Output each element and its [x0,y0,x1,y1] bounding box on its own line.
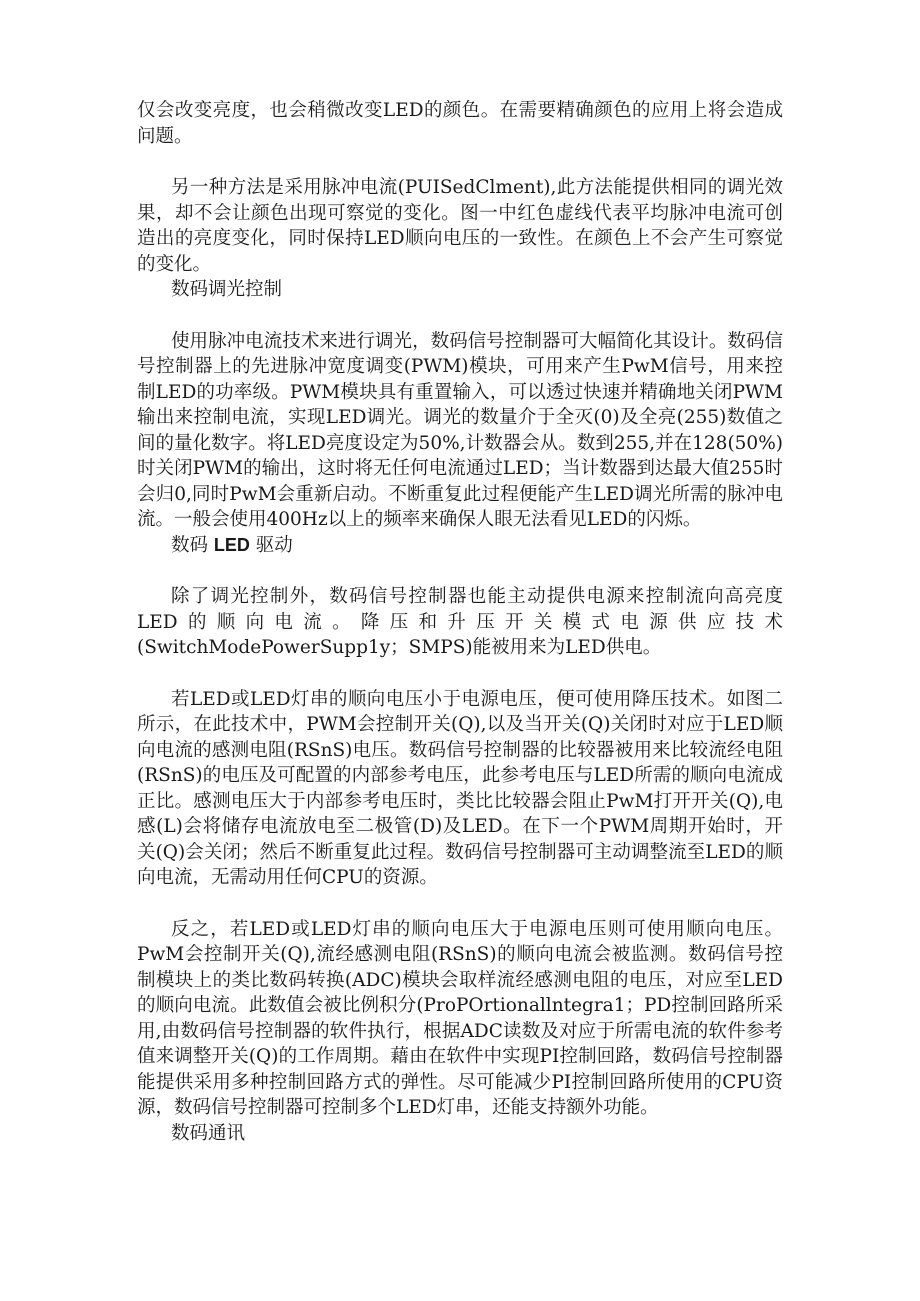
paragraph-buck-technique: 若LED或LED灯串的顺向电压小于电源电压，便可使用降压技术。如图二所示，在此技术中，PWM会控制开关(Q),以及当开关(Q)关闭时对应于LED顺向电流的感测电阻(RSnS)电压。数码信号控制器的比较器被用来比较流经电阻(RSnS)的电压及可配置的内部参考电压，此参考电压与LED所需的顺向电流成正比。感测电压大于内部参考电压时，类比比较器会阻止PwM打开开关(Q),电感(L)会将储存电流放电至二极管(D)及LED。在下一个PWM周期开始时，开关(Q)会关闭；然后不断重复此过程。数码信号控制器可主动调整流至LED的顺向电流，无需动用任何CPU的资源。 [137,688,783,888]
heading-led-drive-prefix: 数码 [171,534,214,556]
paragraph-boost-technique: 反之，若LED或LED灯串的顺向电压大于电源电压则可使用顺向电压。PwM会控制开关(Q),流经感测电阻(RSnS)的顺向电流会被监测。数码信号控制模块上的类比数码转换(ADC)模块会取样流经感测电阻的电压，对应至LED的顺向电流。此数值会被比例积分(ProPOrtionallntegra1；PD控制回路所采用,由数码信号控制器的软件执行，根据ADC读数及对应于所需电流的软件参考值来调整开关(Q)的工作周期。藉由在软件中实现PI控制回路，数码信号控制器能提供采用多种控制回路方式的弹性。尽可能减少PI控制回路所使用的CPU资源，数码信号控制器可控制多个LED灯串，还能支持额外功能。 [137,918,783,1118]
paragraph-pulsed-current: 另一种方法是采用脉冲电流(PUISedClment),此方法能提供相同的调光效果，却不会让颜色出现可察觉的变化。图一中红色虚线代表平均脉冲电流可创造出的亮度变化，同时保持LED顺向电压的一致性。在颜色上不会产生可察觉的变化。 [137,177,783,275]
paragraph-smps-supply: 除了调光控制外，数码信号控制器也能主动提供电源来控制流向高亮度LED的顺向电流。降压和升压开关模式电源供应技术(SwitchModePowerSupp1y；SMPS)能被用来为LED供电。 [137,586,783,658]
document-page [137,98,783,1146]
heading-digital-led-drive [137,533,783,559]
heading-digital-communication: 数码通讯 [171,1122,246,1144]
paragraph-pwm-dimming: 使用脉冲电流技术来进行调光，数码信号控制器可大幅简化其设计。数码信号控制器上的先进脉冲宽度调变(PWM)模块，可用来产生PwM信号，用来控制LED的功率级。PWM模块具有重置输入，可以透过快速并精确地关闭PWM输出来控制电流，实现LED调光。调光的数量介于全灭(0)及全亮(255)数值之间的量化数字。将LED亮度设定为50%,计数器会从。数到255,并在128(50%)时关闭PWM的输出，这时将无任何电流通过LED；当计数器到达最大值255时会归0,同时PwM会重新启动。不断重复此过程便能产生LED调光所需的脉冲电流。一般会使用400Hz以上的频率来确保人眼无法看见LED的闪烁。 [137,330,783,530]
heading-led-drive-bold: LED [213,534,250,555]
heading-led-drive-suffix: 驱动 [249,534,293,556]
paragraph-brightness-color: 仅会改变亮度，也会稍微改变LED的颜色。在需要精确颜色的应用上将会造成问题。 [137,100,783,147]
heading-digital-dimming: 数码调光控制 [171,279,283,300]
